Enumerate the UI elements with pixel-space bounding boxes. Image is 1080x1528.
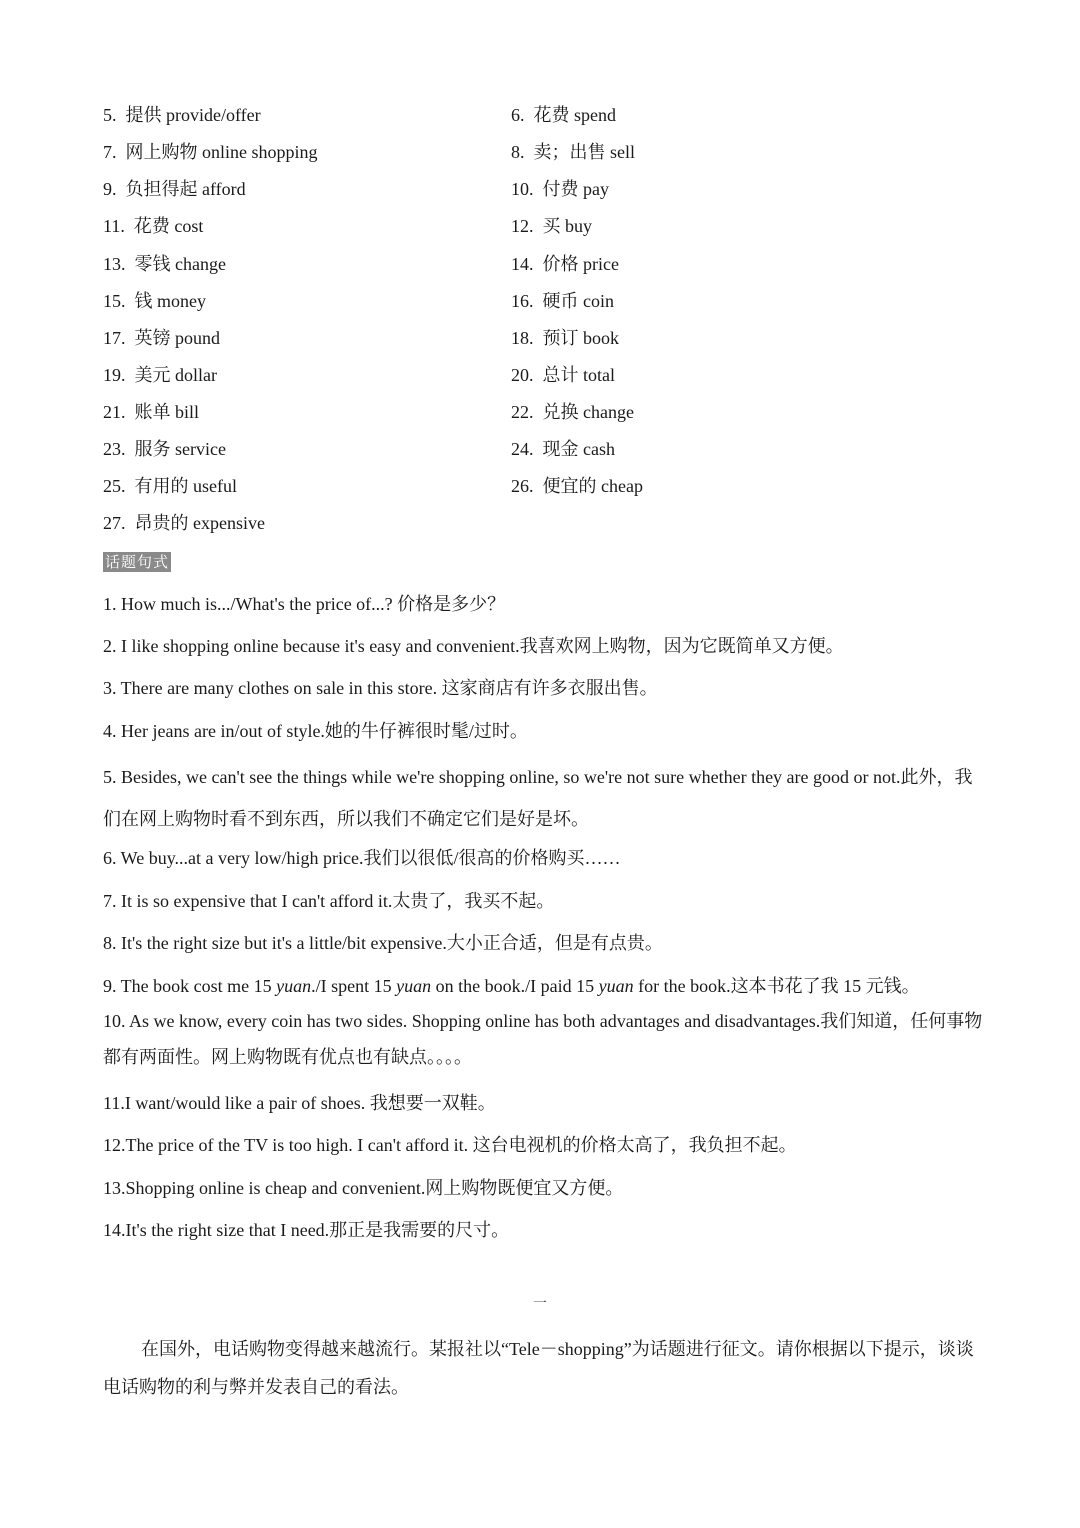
section-heading: 话题句式: [105, 553, 170, 571]
sentence: 2. I like shopping online because it's easy and convenient.我喜欢网上购物，因为它既简单又方便。: [103, 636, 844, 656]
sentence: 3. There are many clothes on sale in this store. 这家商店有许多衣服出售。: [103, 678, 658, 698]
sentence: 11.I want/would like a pair of shoes. 我想要一双鞋。: [103, 1093, 496, 1113]
vocab-item: 27. 昂贵的 expensive: [103, 513, 265, 533]
sentence: 7. It is so expensive that I can't afford it.太贵了，我买不起。: [103, 891, 555, 911]
sentence: 14.It's the right size that I need.那正是我需要的尺寸。: [103, 1220, 510, 1240]
vocab-item: 15. 钱 money: [103, 291, 206, 311]
vocab-item: 6. 花费 spend: [511, 105, 616, 125]
vocab-item: 7. 网上购物 online shopping: [103, 142, 318, 162]
vocab-item: 8. 卖；出售 sell: [511, 142, 635, 162]
vocab-item: 10. 付费 pay: [511, 179, 609, 199]
vocab-item: 5. 提供 provide/offer: [103, 105, 261, 125]
vocab-item: 9. 负担得起 afford: [103, 179, 246, 199]
sentence: 10. As we know, every coin has two sides. Shopping online has both advantages and disadvantages.我们知道，任何事物都有两面性。网上购物既有优点也有缺点。。。。: [103, 1011, 983, 1067]
sentence: 12.The price of the TV is too high. I can't afford it. 这台电视机的价格太高了，我负担不起。: [103, 1135, 797, 1155]
vocab-item: 26. 便宜的 cheap: [511, 476, 643, 496]
vocab-item: 21. 账单 bill: [103, 402, 200, 422]
sentence: 4. Her jeans are in/out of style.她的牛仔裤很时髦/过时。: [103, 721, 528, 741]
vocab-item: 23. 服务 service: [103, 439, 226, 459]
vocab-item: 25. 有用的 useful: [103, 476, 237, 496]
vocab-item: 13. 零钱 change: [103, 254, 226, 274]
vocab-item: 24. 现金 cash: [511, 439, 615, 459]
sentence: 5. Besides, we can't see the things while we're shopping online, so we're not sure whether they are good or not.此外，我们在网上购物时看不到东西，所以我们不确定它们是好是坏。: [103, 767, 973, 829]
vocab-item: 11. 花费 cost: [103, 216, 204, 236]
vocab-item: 12. 买 buy: [511, 216, 592, 236]
page-number: 一: [533, 1297, 547, 1312]
sentence: 8. It's the right size but it's a little/bit expensive.大小正合适，但是有点贵。: [103, 933, 663, 953]
vocab-item: 16. 硬币 coin: [511, 291, 614, 311]
vocab-item: 17. 英镑 pound: [103, 328, 220, 348]
sentence: 6. We buy...at a very low/high price.我们以很低/很高的价格购买……: [103, 848, 621, 868]
vocab-item: 22. 兑换 change: [511, 402, 634, 422]
vocab-item: 14. 价格 price: [511, 254, 619, 274]
sentence: 13.Shopping online is cheap and convenient.网上购物既便宜又方便。: [103, 1178, 624, 1198]
vocab-item: 20. 总计 total: [511, 365, 615, 385]
sentence: 1. How much is.../What's the price of...? 价格是多少？: [103, 594, 506, 614]
writing-prompt: 在国外，电话购物变得越来越流行。某报社以“Tele－shopping”为话题进行征文。请你根据以下提示，谈谈电话购物的利与弊并发表自己的看法。: [103, 1339, 974, 1397]
sentence: 9. The book cost me 15 yuan./I spent 15 yuan on the book./I paid 15 yuan for the book.这本书花了我 15 元钱。: [103, 976, 920, 996]
vocab-item: 19. 美元 dollar: [103, 365, 217, 385]
vocab-item: 18. 预订 book: [511, 328, 619, 348]
